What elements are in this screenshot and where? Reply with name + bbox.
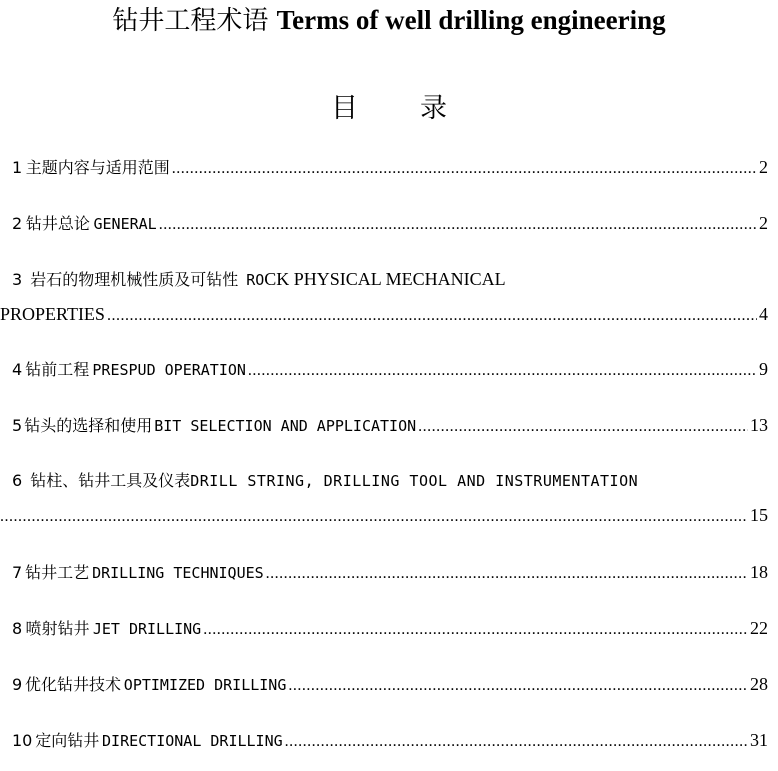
toc-entry-8[interactable] <box>12 617 768 641</box>
toc-entry-page: 18 <box>750 562 768 582</box>
toc-leader-dots <box>285 731 748 753</box>
toc-entry-title-cn: 岩石的物理机械性质及可钻性 <box>30 270 239 289</box>
toc-entry-number: 7 <box>12 563 23 582</box>
toc-entry-number: 4 <box>12 360 23 379</box>
toc-entry-9[interactable] <box>12 673 768 697</box>
toc-entry-title-cn: 钻井工艺 <box>25 563 90 582</box>
toc-entry-page: 4 <box>759 304 768 324</box>
toc-entry-title-en: JET DRILLING <box>92 620 202 638</box>
toc-entry-title-en: OPTIMIZED DRILLING <box>123 676 287 694</box>
toc-entry-title-en-part2: CK PHYSICAL MECHANICAL <box>264 269 506 289</box>
toc-entry-page: 9 <box>758 359 768 379</box>
toc-leader-dots <box>266 563 748 585</box>
toc-leader-dots <box>0 506 748 528</box>
toc-entry-6[interactable] <box>12 470 768 528</box>
toc-entry-4[interactable] <box>12 358 768 382</box>
toc-entry-7[interactable] <box>12 561 768 585</box>
toc-entry-title-cn: 定向钻井 <box>35 731 100 750</box>
toc-entry-title-en: DRILLING TECHNIQUES <box>92 564 264 582</box>
toc-leader-dots <box>203 619 748 641</box>
toc-entry-title-en: GENERAL <box>93 215 157 233</box>
toc-entry-page: 2 <box>759 157 768 177</box>
document-title-en: Terms of well drilling engineering <box>276 5 666 35</box>
toc-entry-number: 3 <box>12 270 23 289</box>
toc-leader-dots <box>159 214 757 236</box>
toc-entry-10[interactable] <box>12 729 768 753</box>
toc-entry-number: 1 <box>12 158 23 177</box>
toc-entry-number: 8 <box>12 619 23 638</box>
toc-entry-page: 2 <box>759 213 768 233</box>
toc-entry-title-cn: 钻井总论 <box>25 214 90 233</box>
toc-entry-1[interactable] <box>12 156 768 180</box>
document-title <box>0 2 778 39</box>
toc-entry-number: 2 <box>12 214 23 233</box>
toc-entry-title-en: BIT SELECTION AND APPLICATION <box>154 417 417 435</box>
toc-entry-number: 9 <box>12 675 23 694</box>
toc-entry-3[interactable] <box>0 268 768 327</box>
toc-entry-page: 13 <box>750 415 769 435</box>
toc-entry-title-cn: 主题内容与适用范围 <box>25 158 170 177</box>
toc-entry-title-cn: 喷射钻井 <box>25 619 90 638</box>
toc-entry-5[interactable] <box>12 414 768 438</box>
toc-leader-dots <box>172 158 757 180</box>
toc-leader-dots <box>418 416 748 438</box>
toc-entry-title-cn: 钻柱、钻井工具及仪表 <box>30 471 191 490</box>
toc-entry-title-en: DIRECTIONAL DRILLING <box>102 732 283 750</box>
toc-entry-title-cn: 钻头的选择和使用 <box>24 416 153 435</box>
toc-entry-title-en: DRILL STRING, DRILLING TOOL AND INSTRUMENTATION <box>190 472 639 490</box>
toc-entry-number: 6 <box>12 471 23 490</box>
toc-entry-number: 10 <box>12 731 33 750</box>
toc-entry-page: 15 <box>750 505 768 525</box>
toc-entry-2[interactable] <box>12 212 768 236</box>
toc-entry-page: 28 <box>750 674 768 694</box>
toc-entry-title-en: PRESPUD OPERATION <box>92 361 246 379</box>
toc-heading: 目录 <box>331 93 509 124</box>
toc-entry-number: 5 <box>12 416 23 435</box>
toc-leader-dots <box>248 360 757 382</box>
toc-entry-title-en-part1: RO <box>246 271 265 289</box>
toc-entry-page: 22 <box>749 618 768 638</box>
toc-leader-dots <box>288 675 748 697</box>
toc-entry-title-en-cont: PROPERTIES <box>0 304 105 324</box>
toc-entry-title-cn: 优化钻井技术 <box>24 675 121 694</box>
toc-leader-dots <box>107 305 757 327</box>
document-title-cn: 钻井工程术语 <box>112 6 269 36</box>
toc-entry-title-cn: 钻前工程 <box>25 360 90 379</box>
toc-entry-page: 31 <box>750 730 769 750</box>
